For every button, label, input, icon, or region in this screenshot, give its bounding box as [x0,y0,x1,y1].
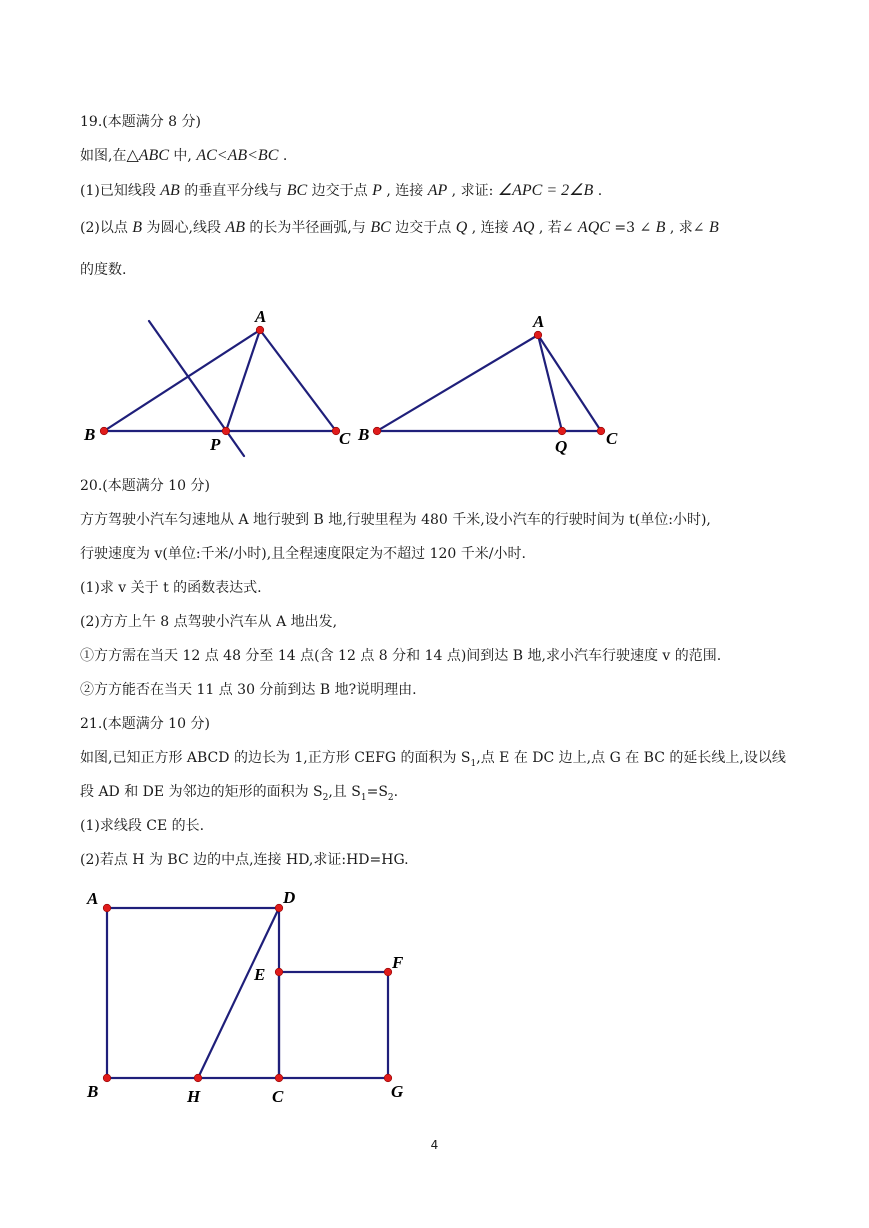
text-segment: =S [366,784,388,800]
point-a [534,331,542,339]
label-h: H [187,1087,201,1106]
text-segment: , 求证: [447,183,498,199]
q21-part2: (2)若点 H 为 BC 边的中点,连接 HD,求证:HD=HG. [80,852,409,868]
point-d [275,904,283,912]
text-segment: (1)已知线段 [80,183,161,199]
math-b: B [132,219,143,236]
q20-part2-sub1: ①方方需在当天 12 点 48 分至 14 点(含 12 点 8 分和 14 点)间到达 B 地,求小汽车行驶速度 v 的范围. [80,648,722,664]
text-segment: , 若∠ [534,220,578,236]
text-segment: . [593,183,603,199]
text-segment: 边交于点 [307,183,373,199]
label-c: C [606,429,618,448]
label-a: A [255,307,267,326]
q21-line-1 [80,748,786,774]
point-f [384,968,392,976]
q21-line-2 [80,782,398,808]
q20-line-2: 行驶速度为 v(单位:千米/小时),且全程速度限定为不超过 120 千米/小时. [80,546,526,562]
math-aq: AQ [513,219,535,236]
math-p: P [372,182,382,199]
label-c: C [339,429,351,448]
point-b [373,427,381,435]
text-segment: , 连接 [381,183,428,199]
math-aqc: AQC [577,219,610,236]
label-a: A [87,889,99,908]
text-segment: ,且 S [328,784,361,800]
fig19-right-lines [377,335,601,431]
text-segment: 的垂直平分线与 [179,183,287,199]
label-g: G [391,1082,404,1101]
label-p: P [210,435,221,454]
point-a [103,904,111,912]
square-abcd [107,908,279,1078]
text-segment: 段 AD 和 DE 为邻边的矩形的面积为 S [80,784,323,800]
point-h [194,1074,202,1082]
point-p [222,427,230,435]
triangle-symbol: △ [126,147,139,164]
math-inequality: AC<AB<BC [196,147,279,164]
point-c [275,1074,283,1082]
square-cefg [279,972,388,1078]
q20-part2: (2)方方上午 8 点驾驶小汽车从 A 地出发, [80,614,338,630]
segment-ac [260,330,336,431]
q19-header: 19.(本题满分 8 分) [80,114,201,130]
q21-part1: (1)求线段 CE 的长. [80,818,205,834]
math-ab: AB [225,219,245,236]
text-segment: 中, [168,148,197,164]
segment-hd [198,908,279,1078]
point-b [100,427,108,435]
subscript: 2 [387,792,394,803]
label-e: E [254,965,266,984]
math-abc: ABC [138,147,169,164]
label-q: Q [555,437,568,456]
segment-ac [538,335,601,431]
math-angle-equation: ∠APC = 2∠B [497,182,594,199]
segment-ab [377,335,538,431]
text-segment: 如图,已知正方形 ABCD 的边长为 1,正方形 CEFG 的面积为 S [80,750,471,766]
label-d: D [283,888,296,907]
perpendicular-bisector-line [149,321,244,456]
label-b: B [84,425,96,444]
label-a: A [533,312,545,331]
text-segment: 为圆心,线段 [142,220,226,236]
point-a [256,326,264,334]
q20-line-1: 方方驾驶小汽车匀速地从 A 地行驶到 B 地,行驶里程为 480 千米,设小汽车的行驶时间为 t(单位:小时), [80,512,711,528]
subscript: 2 [322,792,329,803]
math-q: Q [455,219,468,236]
label-b: B [87,1082,99,1101]
text-segment: , 连接 [467,220,514,236]
math-bc: BC [286,182,308,199]
q21-header: 21.(本题满分 10 分) [80,716,210,732]
fig19-left-points [100,326,340,435]
math-b: B [708,219,719,236]
fig21-lines [107,908,388,1078]
segment-aq [538,335,562,431]
q20-header: 20.(本题满分 10 分) [80,478,210,494]
point-q [558,427,566,435]
label-c: C [272,1087,284,1106]
q20-part2-sub2: ②方方能否在当天 11 点 30 分前到达 B 地?说明理由. [80,682,417,698]
text-segment: 如图,在 [80,148,127,164]
text-segment: . [278,148,288,164]
math-ab: AB [160,182,180,199]
fig21-points [103,904,392,1082]
q19-part2-continued: 的度数. [80,262,127,278]
math-bc: BC [370,219,391,236]
text-segment: . [393,784,399,800]
text-segment: 的长为半径画弧,与 [244,220,371,236]
math-ap: AP [427,182,448,199]
segment-ap [226,330,260,431]
segment-ab [104,330,260,431]
q20-part1: (1)求 v 关于 t 的函数表达式. [80,580,262,596]
point-g [384,1074,392,1082]
text-segment: ,点 E 在 DC 边上,点 G 在 BC 的延长线上,设以线 [476,750,786,766]
text-segment: (2)以点 [80,220,133,236]
subscript: 1 [360,792,367,803]
subscript: 1 [470,758,477,769]
point-e [275,968,283,976]
point-c [597,427,605,435]
text-segment: , 求∠ [665,220,709,236]
label-b: B [358,425,370,444]
text-segment: =3 ∠ [609,220,656,236]
point-b [103,1074,111,1082]
text-segment: 边交于点 [390,220,456,236]
math-b: B [655,219,666,236]
label-f: F [392,953,404,972]
page-number: 4 [430,1138,439,1152]
